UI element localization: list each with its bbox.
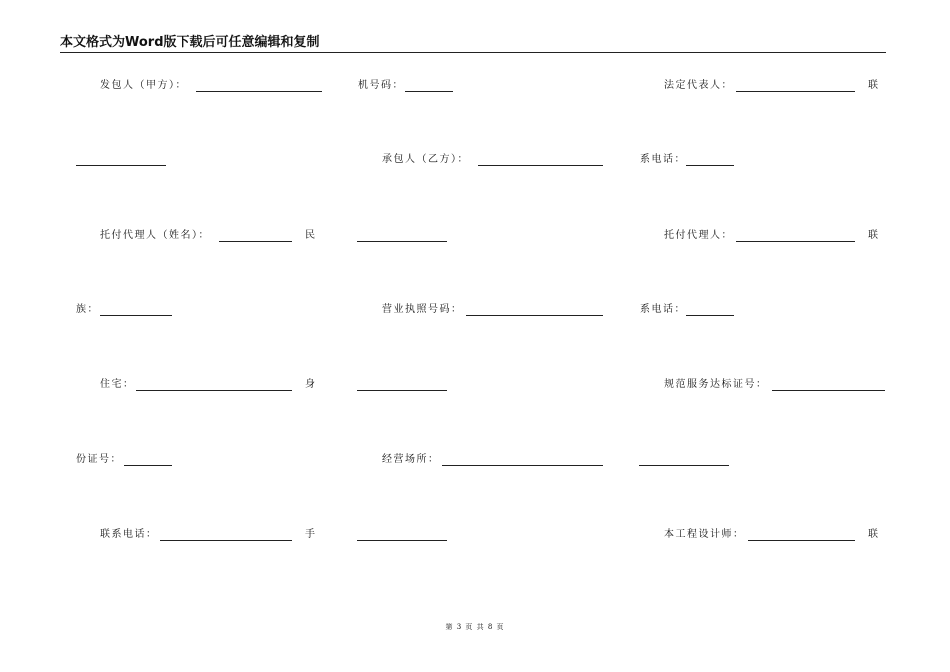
ethnicity-field[interactable] xyxy=(100,315,172,316)
mobile-field[interactable] xyxy=(405,91,453,92)
business-site-label: 经营场所： xyxy=(382,454,440,465)
agent-tail: 联 xyxy=(868,230,880,241)
id-number-field[interactable] xyxy=(124,465,172,466)
residence-label: 住宅： xyxy=(100,379,135,390)
contact-phone-field[interactable] xyxy=(686,165,734,166)
page-number: 第 3 页 共 8 页 xyxy=(445,623,505,631)
party-a-label: 发包人（甲方）： xyxy=(100,80,187,91)
mobile-label: 机号码： xyxy=(358,80,404,91)
contact-phone-2-label: 系电话： xyxy=(640,304,686,315)
contact-phone-2-field[interactable] xyxy=(686,315,734,316)
party-b-label: 承包人（乙方）： xyxy=(382,154,469,165)
party-a-field[interactable] xyxy=(196,91,322,92)
designer-label: 本工程设计师： xyxy=(664,529,745,540)
service-cert-continuation-field[interactable] xyxy=(639,465,729,466)
business-license-field[interactable] xyxy=(466,315,603,316)
ethnicity-tail: 民 xyxy=(305,230,317,241)
legal-rep-label: 法定代表人： xyxy=(664,80,733,91)
header-title: 本文格式为Word版下载后可任意编辑和复制 xyxy=(60,35,320,50)
designer-tail: 联 xyxy=(868,529,880,540)
business-license-label: 营业执照号码： xyxy=(382,304,463,315)
id-tail: 身 xyxy=(305,379,317,390)
page-header xyxy=(60,34,886,53)
service-cert-label: 规范服务达标证号： xyxy=(664,379,768,390)
party-a-continuation-field[interactable] xyxy=(76,165,166,166)
residence-field[interactable] xyxy=(136,390,292,391)
agent-field[interactable] xyxy=(736,241,855,242)
legal-rep-tail: 联 xyxy=(868,80,880,91)
id-number-label: 份证号： xyxy=(76,454,122,465)
designer-field[interactable] xyxy=(748,540,855,541)
business-site-field[interactable] xyxy=(442,465,603,466)
license-continuation-field[interactable] xyxy=(357,390,447,391)
party-b-continuation-field[interactable] xyxy=(357,241,447,242)
legal-rep-field[interactable] xyxy=(736,91,855,92)
ethnicity-label: 族： xyxy=(76,304,99,315)
contact-phone-label: 系电话： xyxy=(640,154,686,165)
phone-field[interactable] xyxy=(160,540,292,541)
agent-name-label: 托付代理人（姓名）： xyxy=(100,230,210,241)
agent-name-field[interactable] xyxy=(219,241,292,242)
phone-label: 联系电话： xyxy=(100,529,158,540)
service-cert-field[interactable] xyxy=(772,390,885,391)
agent-label: 托付代理人： xyxy=(664,230,733,241)
party-b-field[interactable] xyxy=(478,165,603,166)
site-continuation-field[interactable] xyxy=(357,540,447,541)
mobile-tail: 手 xyxy=(305,529,317,540)
